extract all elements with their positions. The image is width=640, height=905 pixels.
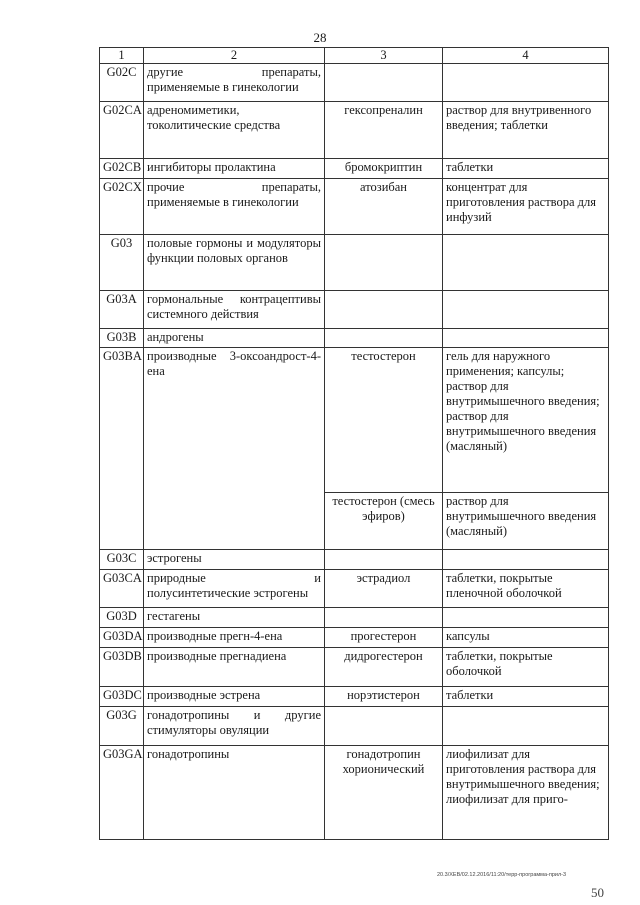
dosage-form [443,235,609,291]
dosage-form: раствор для внутримышечного введения (масляный) [443,493,609,550]
dosage-form: раствор для внутривенного введения; таблетки [443,102,609,159]
dosage-form [443,608,609,628]
table-row [100,179,609,235]
group-name: адреномиметики, токолитические средства [144,102,325,159]
atc-code: G03C [100,550,144,570]
table-header-row [100,48,609,64]
atc-code: G02CB [100,159,144,179]
table-row [100,648,609,687]
dosage-form [443,550,609,570]
table-row [100,608,609,628]
group-name: производные эстрена [144,687,325,707]
atc-code: G03 [100,235,144,291]
group-name: гестагены [144,608,325,628]
header-cell-1: 1 [100,48,144,64]
table-row [100,102,609,159]
table-row [100,687,609,707]
table-row [100,746,609,840]
atc-code: G03DC [100,687,144,707]
atc-code: G03D [100,608,144,628]
table-row [100,159,609,179]
atc-code: G03B [100,329,144,348]
drug-name [325,235,443,291]
atc-code: G02CX [100,179,144,235]
drug-name: норэтистерон [325,687,443,707]
group-name: производные прегнадиена [144,648,325,687]
footer-page-number: 50 [591,885,604,900]
drug-name: бромокриптин [325,159,443,179]
table-row [100,291,609,329]
atc-code: G03DA [100,628,144,648]
drug-name [325,707,443,746]
table-row [100,329,609,348]
group-name: производные 3-оксоандрост-4-ена [144,348,325,550]
atc-code: G02C [100,64,144,102]
header-cell-4: 4 [443,48,609,64]
dosage-form [443,329,609,348]
drug-name [325,550,443,570]
group-name: половые гормоны и модуляторы функции половых органов [144,235,325,291]
group-name: гонадотропины [144,746,325,840]
group-name: прочие препараты, применяемые в гинекологии [144,179,325,235]
drug-name [325,608,443,628]
dosage-form [443,707,609,746]
drug-name: тестостерон [325,348,443,493]
atc-code: G03G [100,707,144,746]
table-row [100,348,609,493]
dosage-form: таблетки, покрытые оболочкой [443,648,609,687]
table-row [100,628,609,648]
group-name: другие препараты, применяемые в гинекологии [144,64,325,102]
dosage-form [443,291,609,329]
drug-name: эстрадиол [325,570,443,608]
dosage-form: концентрат для приготовления раствора для инфузий [443,179,609,235]
header-cell-3: 3 [325,48,443,64]
atc-code: G03A [100,291,144,329]
header-cell-2: 2 [144,48,325,64]
table-row [100,550,609,570]
group-name: гормональные контрацептивы системного действия [144,291,325,329]
atc-code: G03DB [100,648,144,687]
drug-table [99,47,609,840]
table-row [100,570,609,608]
drug-name: дидрогестерон [325,648,443,687]
footer-stamp: 20.3/XEB/02.12.2016/11:20/терр-программа-прил-3 [437,872,567,878]
dosage-form: гель для наружного применения; капсулы; раствор для внутримышечного введения; раствор для внутримышечного введения (масляный) [443,348,609,493]
group-name: андрогены [144,329,325,348]
dosage-form: таблетки, покрытые пленочной оболочкой [443,570,609,608]
group-name: ингибиторы пролактина [144,159,325,179]
drug-name: тестостерон (смесь эфиров) [325,493,443,550]
dosage-form [443,64,609,102]
group-name: гонадотропины и другие стимуляторы овуляции [144,707,325,746]
table-row [100,64,609,102]
dosage-form: лиофилизат для приготовления раствора для внутримышечного введения; лиофилизат для приго- [443,746,609,840]
table-row [100,707,609,746]
atc-code: G03BA [100,348,144,550]
drug-name [325,291,443,329]
atc-code: G02CA [100,102,144,159]
atc-code: G03GA [100,746,144,840]
dosage-form: таблетки [443,687,609,707]
group-name: производные прегн-4-ена [144,628,325,648]
drug-name: гексопреналин [325,102,443,159]
dosage-form: таблетки [443,159,609,179]
group-name: эстрогены [144,550,325,570]
drug-name [325,64,443,102]
atc-code: G03CA [100,570,144,608]
group-name: природные и полусинтетические эстрогены [144,570,325,608]
drug-name [325,329,443,348]
dosage-form: капсулы [443,628,609,648]
drug-name: прогестерон [325,628,443,648]
drug-name: атозибан [325,179,443,235]
table-row [100,235,609,291]
page-number: 28 [313,30,327,45]
drug-name: гонадотропин хорионический [325,746,443,840]
